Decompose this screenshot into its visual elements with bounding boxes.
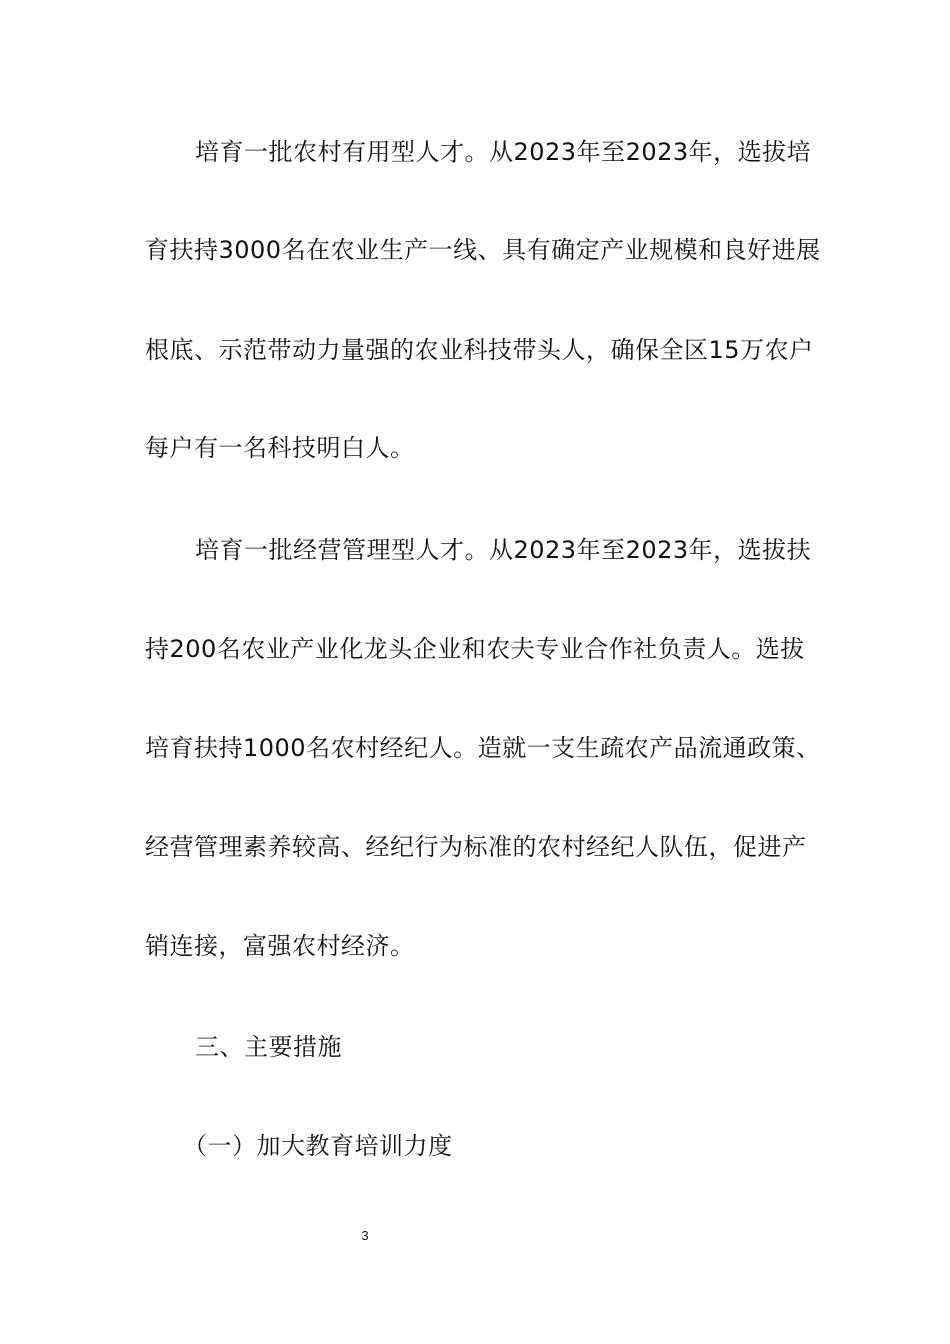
- paragraph-1-line-4: 每户有一名科技明白人。: [145, 434, 415, 462]
- paragraph-2-line-3: 培育扶持1000名农村经纪人。造就一支生疏农产品流通政策、: [145, 734, 821, 762]
- paragraph-1-line-3: 根底、示范带动力量强的农业科技带头人，确保全区15万农户: [145, 336, 814, 364]
- paragraph-2-line-1: 培育一批经营管理型人才。从2023年至2023年，选拔扶: [195, 536, 812, 564]
- paragraph-2-line-4: 经营管理素养较高、经纪行为标准的农村经纪人队伍，促进产: [145, 833, 807, 861]
- paragraph-1-line-2: 育扶持3000名在农业生产一线、具有确定产业规模和良好进展: [145, 236, 821, 264]
- section-heading: 三、主要措施: [195, 1033, 342, 1061]
- paragraph-2-line-2: 持200名农业产业化龙头企业和农夫专业合作社负责人。选拔: [145, 635, 805, 663]
- paragraph-2-line-5: 销连接，富强农村经济。: [145, 932, 415, 960]
- page-number: 3: [361, 1228, 369, 1243]
- paragraph-1-line-1: 培育一批农村有用型人才。从2023年至2023年，选拔培: [195, 138, 812, 166]
- subsection-heading: （一）加大教育培训力度: [183, 1132, 453, 1160]
